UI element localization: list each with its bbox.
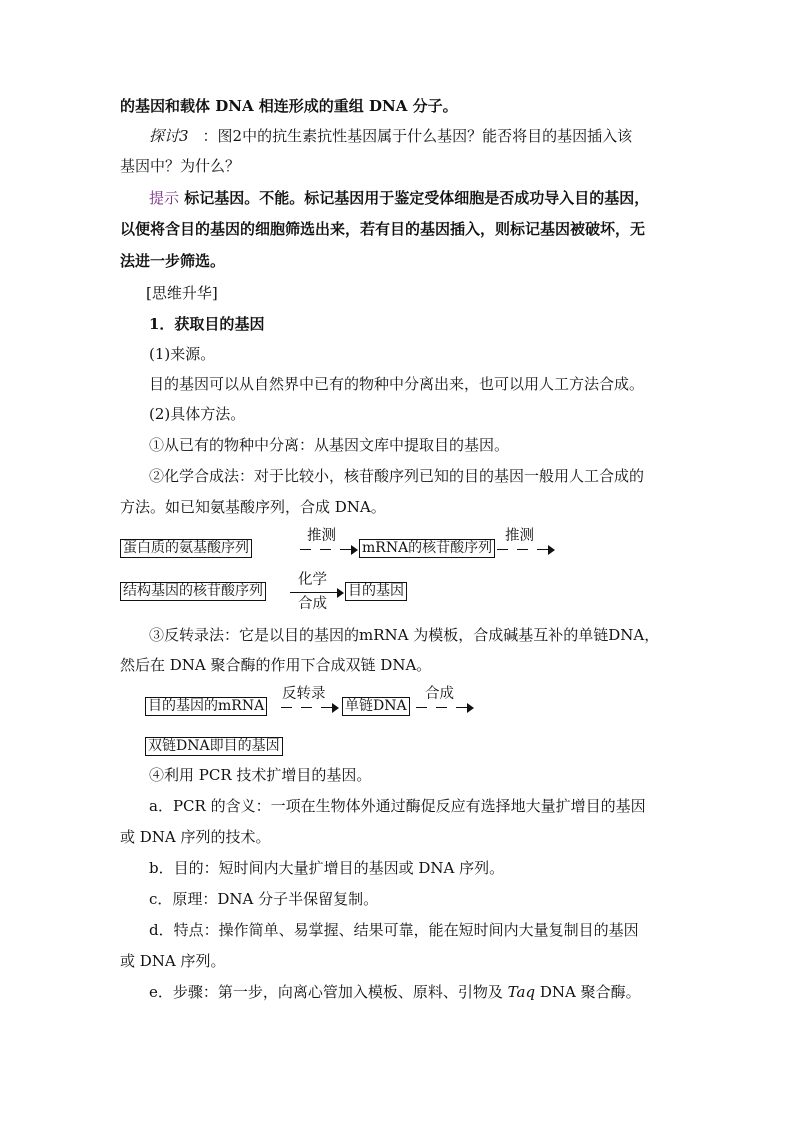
arrow-label: 推测 xyxy=(307,528,336,544)
arrow-label: 合成 xyxy=(298,596,327,612)
paragraph-line: c．原理：DNA 分子半保留复制。 xyxy=(149,890,379,908)
flow-box: 结构基因的核苷酸序列 xyxy=(120,582,266,601)
taq-italic: Taq xyxy=(507,983,536,1001)
arrow-label: 反转录 xyxy=(282,686,326,702)
paragraph-line: 然后在 DNA 聚合酶的作用下合成双链 DNA。 xyxy=(120,656,432,674)
paragraph-line: (2)具体方法。 xyxy=(149,405,246,423)
paragraph-line: 的基因和载体 DNA 相连形成的重组 DNA 分子。 xyxy=(120,97,458,115)
flow-box: mRNA的核苷酸序列 xyxy=(359,539,495,558)
paragraph-line: 目的基因可以从自然界中已有的物种中分离出来，也可以用人工方法合成。 xyxy=(149,375,645,393)
paragraph-line xyxy=(149,981,680,1003)
dashed-arrow-icon xyxy=(300,544,358,556)
paragraph-line: d．特点：操作简单、易掌握、结果可靠，能在短时间内大量复制目的基因 xyxy=(149,921,639,939)
dashed-arrow-icon xyxy=(497,544,555,556)
flow-box: 目的基因 xyxy=(345,582,407,601)
section-heading: [思维升华] xyxy=(146,284,218,302)
subheading: 1．获取目的基因 xyxy=(149,315,265,333)
paragraph-line: ③反转录法：它是以目的基因的mRNA 为模板，合成碱基互补的单链DNA， xyxy=(149,626,660,644)
hint-label: 提示 xyxy=(149,189,180,207)
discussion-label: 探讨3 xyxy=(149,127,189,145)
discussion-3 xyxy=(149,125,680,147)
paragraph-line: 基因中？为什么？ xyxy=(120,157,241,175)
flow-box: 单链DNA xyxy=(342,697,410,716)
step-text: e．步骤：第一步，向离心管加入模板、原料、引物及 xyxy=(149,983,508,1001)
paragraph-line: 方法。如已知氨基酸序列，合成 DNA。 xyxy=(120,498,386,516)
discussion-text: ：图2中的抗生素抗性基因属于什么基因？能否将目的基因插入该 xyxy=(202,127,633,145)
paragraph-line: ①从已有的物种中分离：从基因文库中提取目的基因。 xyxy=(149,436,510,454)
hint-text: 标记基因。不能。标记基因用于鉴定受体细胞是否成功导入目的基因， xyxy=(179,189,650,207)
paragraph-line: 法进一步筛选。 xyxy=(120,252,226,270)
flow-box: 蛋白质的氨基酸序列 xyxy=(120,539,252,558)
paragraph-line: 以便将含目的基因的细胞筛选出来，若有目的基因插入，则标记基因被破坏，无 xyxy=(120,220,646,238)
paragraph-line: b．目的：短时间内大量扩增目的基因或 DNA 序列。 xyxy=(149,859,505,877)
paragraph-line: ②化学合成法：对于比较小，核苷酸序列已知的目的基因一般用人工合成的 xyxy=(149,467,645,485)
flow-box: 目的基因的mRNA xyxy=(145,697,267,716)
step-text: DNA 聚合酶。 xyxy=(535,983,641,1001)
dashed-arrow-icon xyxy=(416,702,476,714)
arrow-label: 化学 xyxy=(298,572,327,588)
paragraph-line: (1)来源。 xyxy=(149,345,216,363)
paragraph-line: ④利用 PCR 技术扩增目的基因。 xyxy=(149,766,372,784)
paragraph-line: a．PCR 的含义：一项在生物体外通过酶促反应有选择地大量扩增目的基因 xyxy=(149,797,646,815)
paragraph-line: 或 DNA 序列。 xyxy=(120,952,226,970)
paragraph-line: 或 DNA 序列的技术。 xyxy=(120,828,271,846)
hint-paragraph xyxy=(149,187,680,209)
flow-box: 双链DNA即目的基因 xyxy=(145,737,283,756)
arrow-label: 推测 xyxy=(505,528,534,544)
dashed-arrow-icon xyxy=(281,702,341,714)
arrow-label: 合成 xyxy=(425,686,454,702)
